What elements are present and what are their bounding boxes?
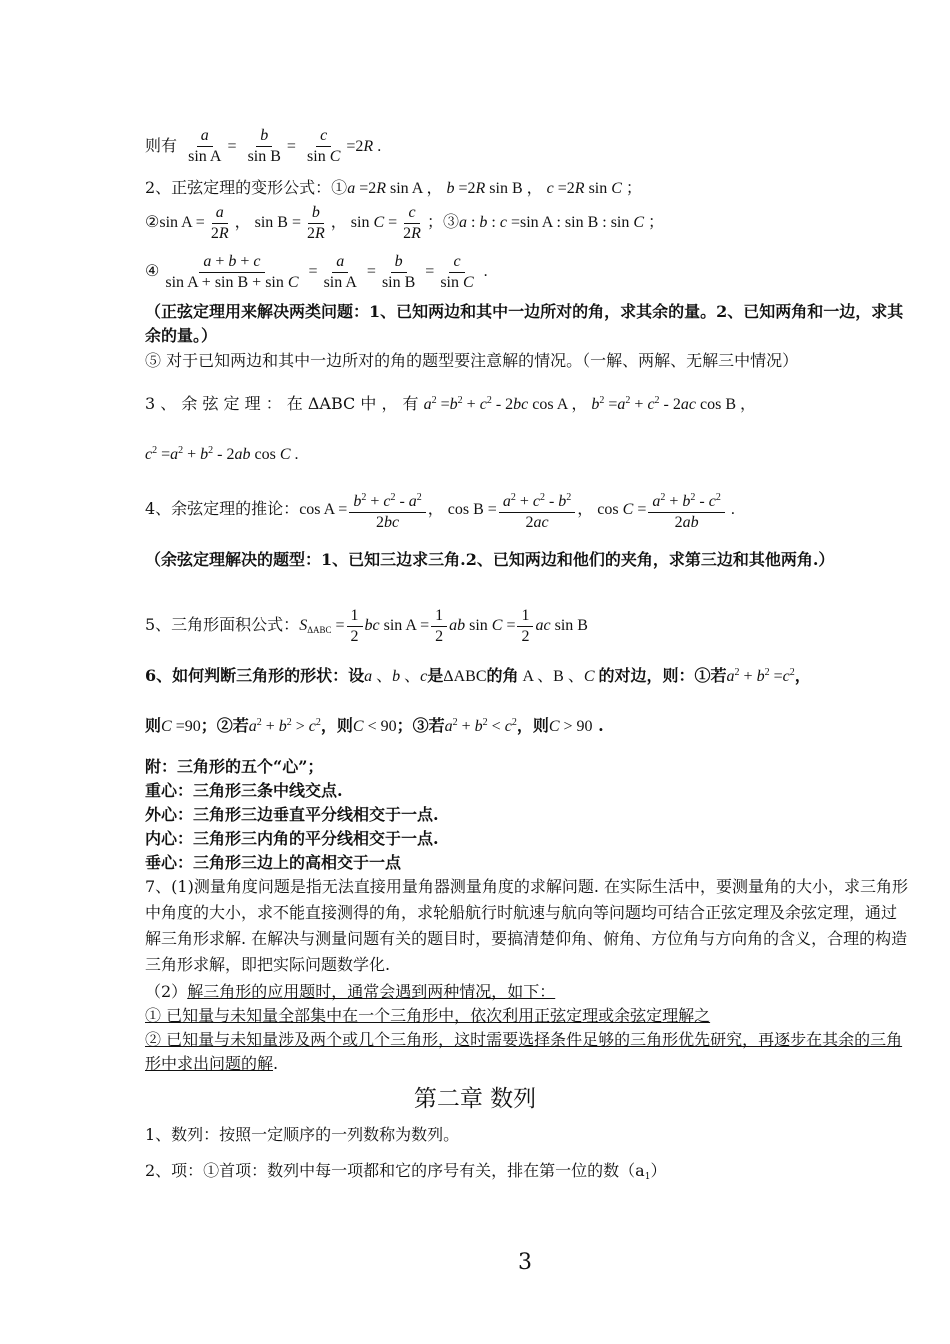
page-number: 3 xyxy=(518,1250,532,1275)
line-shape-judgement-2: 则C =90；②若$a^2 + b^2 > c^2$，则C < 90；③若$a^2 + b^2 < c^2$，则C > 90 . xyxy=(145,716,604,735)
appendix-incenter: 内心：三角形三内角的平分线相交于一点. xyxy=(145,829,439,848)
note-cosine-uses: （余弦定理解决的题型：1、已知三边求三角.2、已知两边和他们的夹角，求第三边和其他两角.） xyxy=(145,550,835,569)
line-cosine-corollary: 4、余弦定理的推论：cos A = $\frac{b^2 + c^2 - a^2}{2bc}$ ， cos B = $\frac{a^2 + c^2 - b^2}{2ac}$ ， cos C = $\frac{a^2 + b^2 - c^2}{2ab}$ . xyxy=(145,488,910,533)
sequence-definition: 1、数列：按照一定顺序的一列数称为数列。 xyxy=(145,1125,460,1144)
note-sine-uses: （正弦定理用来解决两类问题：1、已知两边和其中一边所对的角，求其余的量。2、已知两角和一边，求其余的量。） xyxy=(145,302,904,345)
paragraph-measurement: 7、(1)测量角度问题是指无法直接用量角器测量角度的求解问题. 在实际生活中，要测量角的大小，求三角形中角度的大小，求不能直接测得的角，求轮船航行时航速与航向等问题均可结合正弦定理及余弦定理，通过解三角形求解. 在解决与测量问题有关的题目时，要搞清楚仰角、俯角、方位角与方向角的含义，合理的构造三角形求解，即把实际问题数学化. xyxy=(145,877,909,974)
line-sine-variants-4: ④ $\frac{a + b + c}{\text{sin A + sin B + sin C}}$ = $\frac{a}{\text{sin A}}$ = $\frac{b}{\text{sin B}}$ = $\frac{c}{\text{sin C}}$ . xyxy=(145,253,488,291)
line-law-of-sines: 则有 $\frac{a}{\text{sin A}}$ = $\frac{b}{\text{sin B}}$ = $\frac{c}{\text{sin C}}$ =2R . xyxy=(145,127,382,165)
line-triangle-area: 5、三角形面积公式：$S_{\Delta ABC}$ = $\frac{1}{2}$ bc sin A = $\frac{1}{2}$ ab sin C = $\frac{1}{2}$ ac sin B xyxy=(145,607,588,645)
appendix-title: 附：三角形的五个“心”； xyxy=(145,757,324,776)
case-two: ② 已知量与未知量涉及两个或几个三角形，这时需要选择条件足够的三角形优先研究，再逐步在其余的三角形中求出问题的解. xyxy=(145,1030,903,1073)
appendix-orthocenter: 垂心：三角形三边上的高相交于一点 xyxy=(145,853,402,872)
case-one: ① 已知量与未知量全部集中在一个三角形中，依次利用正弦定理或余弦定理解之 xyxy=(145,1006,711,1025)
appendix-centroid: 重心：三角形三条中线交点. xyxy=(145,781,343,800)
chapter-title: 第二章 数列 xyxy=(413,1086,537,1112)
line-solution-cases: ⑤ 对于已知两边和其中一边所对的角的题型要注意解的情况。（一解、两解、无解三中情况） xyxy=(145,351,799,370)
appendix-circumcenter: 外心：三角形三边垂直平分线相交于一点. xyxy=(145,805,439,824)
line-sine-variants-1: 2、正弦定理的变形公式：①a =2R sin A ， b =2R sin B ， c =2R sin C ； xyxy=(145,178,642,197)
line-shape-judgement: 6、如何判断三角形的形状：设a 、b 、c是ΔABC的角 A 、B 、C 的对边，则：①若$a^2 + b^2 =c^2$， xyxy=(145,666,811,685)
line-law-of-cosines: 3 、 余 弦 定 理 ： 在 ΔABC 中 ， 有 $a^2 =b^2 + c^2 - 2bc$ cos A ， $b^2 =a^2 + c^2 - 2ac$ cos B ， xyxy=(145,394,756,413)
paragraph-application: （2）解三角形的应用题时，通常会遇到两种情况，如下： xyxy=(145,982,556,1001)
line-law-of-cosines-c: $c^2 =a^2 + b^2 - 2ab$ cos C . xyxy=(145,445,299,463)
sequence-term: 2、项：①首项：数列中每一项都和它的序号有关，排在第一位的数$(a_1)$ xyxy=(145,1161,667,1182)
line-sine-variants-2: ②sin A = $\frac{a}{2R}$ ， sin B = $\frac{b}{2R}$ ， sin C = $\frac{c}{2R}$ ；③a : b : c =sin A : sin B : sin C ； xyxy=(145,204,665,242)
